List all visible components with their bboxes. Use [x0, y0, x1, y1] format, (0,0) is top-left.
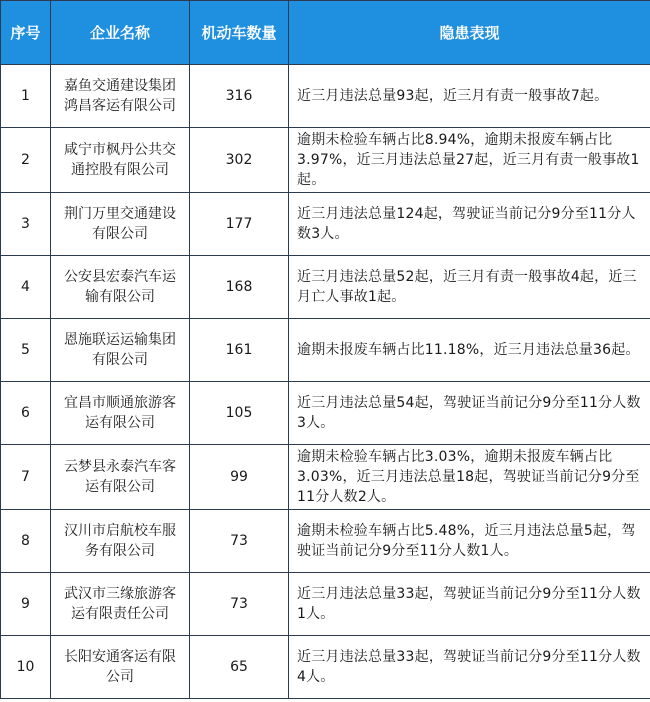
cell-issues: 近三月违法总量124起，驾驶证当前记分9分至11分人数3人。 — [289, 193, 650, 256]
cell-issues: 近三月违法总量33起，驾驶证当前记分9分至11分人数4人。 — [289, 636, 650, 699]
cell-vehicles: 168 — [190, 256, 289, 319]
cell-vehicles: 99 — [190, 445, 289, 510]
cell-company: 恩施联运运输集团有限公司 — [51, 319, 190, 382]
cell-issues: 近三月违法总量93起，近三月有责一般事故7起。 — [289, 65, 650, 128]
cell-company: 公安县宏泰汽车运输有限公司 — [51, 256, 190, 319]
cell-vehicles: 105 — [190, 382, 289, 445]
cell-company: 嘉鱼交通建设集团鸿昌客运有限公司 — [51, 65, 190, 128]
cell-index: 9 — [1, 573, 51, 636]
cell-vehicles: 161 — [190, 319, 289, 382]
table-row — [1, 636, 650, 699]
cell-index: 2 — [1, 128, 51, 193]
cell-index: 10 — [1, 636, 51, 699]
cell-company: 汉川市启航校车服务有限公司 — [51, 510, 190, 573]
cell-index: 3 — [1, 193, 51, 256]
cell-company: 咸宁市枫丹公共交通控股有限公司 — [51, 128, 190, 193]
cell-index: 6 — [1, 382, 51, 445]
cell-company: 宜昌市顺通旅游客运有限公司 — [51, 382, 190, 445]
cell-vehicles: 177 — [190, 193, 289, 256]
header-issues: 隐患表现 — [289, 1, 650, 65]
cell-issues: 近三月违法总量33起，驾驶证当前记分9分至11分人数1人。 — [289, 573, 650, 636]
cell-index: 4 — [1, 256, 51, 319]
cell-company: 荆门万里交通建设有限公司 — [51, 193, 190, 256]
header-company: 企业名称 — [51, 1, 190, 65]
cell-vehicles: 65 — [190, 636, 289, 699]
table-row — [1, 256, 650, 319]
cell-vehicles: 73 — [190, 510, 289, 573]
cell-issues: 近三月违法总量52起，近三月有责一般事故4起，近三月亡人事故1起。 — [289, 256, 650, 319]
table-row — [1, 128, 650, 193]
cell-issues: 逾期未检验车辆占比8.94%，逾期未报废车辆占比3.97%，近三月违法总量27起，近三月有责一般事故1起。 — [289, 128, 650, 193]
table-row — [1, 510, 650, 573]
table-row — [1, 65, 650, 128]
header-index: 序号 — [1, 1, 51, 65]
table-row — [1, 445, 650, 510]
cell-index: 7 — [1, 445, 51, 510]
table-row — [1, 193, 650, 256]
cell-company: 武汉市三缘旅游客运有限责任公司 — [51, 573, 190, 636]
header-vehicles: 机动车数量 — [190, 1, 289, 65]
table-row — [1, 382, 650, 445]
header-row — [1, 1, 650, 65]
table-row — [1, 573, 650, 636]
table-row — [1, 319, 650, 382]
cell-index: 1 — [1, 65, 51, 128]
cell-issues: 逾期未报废车辆占比11.18%，近三月违法总量36起。 — [289, 319, 650, 382]
table-body — [1, 65, 650, 699]
cell-index: 8 — [1, 510, 51, 573]
cell-issues: 逾期未检验车辆占比3.03%，逾期未报废车辆占比3.03%，近三月违法总量18起，驾驶证当前记分9分至11分人数2人。 — [289, 445, 650, 510]
cell-vehicles: 316 — [190, 65, 289, 128]
cell-issues: 逾期未检验车辆占比5.48%，近三月违法总量5起，驾驶证当前记分9分至11分人数1人。 — [289, 510, 650, 573]
cell-index: 5 — [1, 319, 51, 382]
cell-company: 长阳安通客运有限公司 — [51, 636, 190, 699]
cell-vehicles: 73 — [190, 573, 289, 636]
cell-company: 云梦县永泰汽车客运有限公司 — [51, 445, 190, 510]
table-header — [1, 1, 650, 65]
cell-issues: 近三月违法总量54起，驾驶证当前记分9分至11分人数3人。 — [289, 382, 650, 445]
cell-vehicles: 302 — [190, 128, 289, 193]
